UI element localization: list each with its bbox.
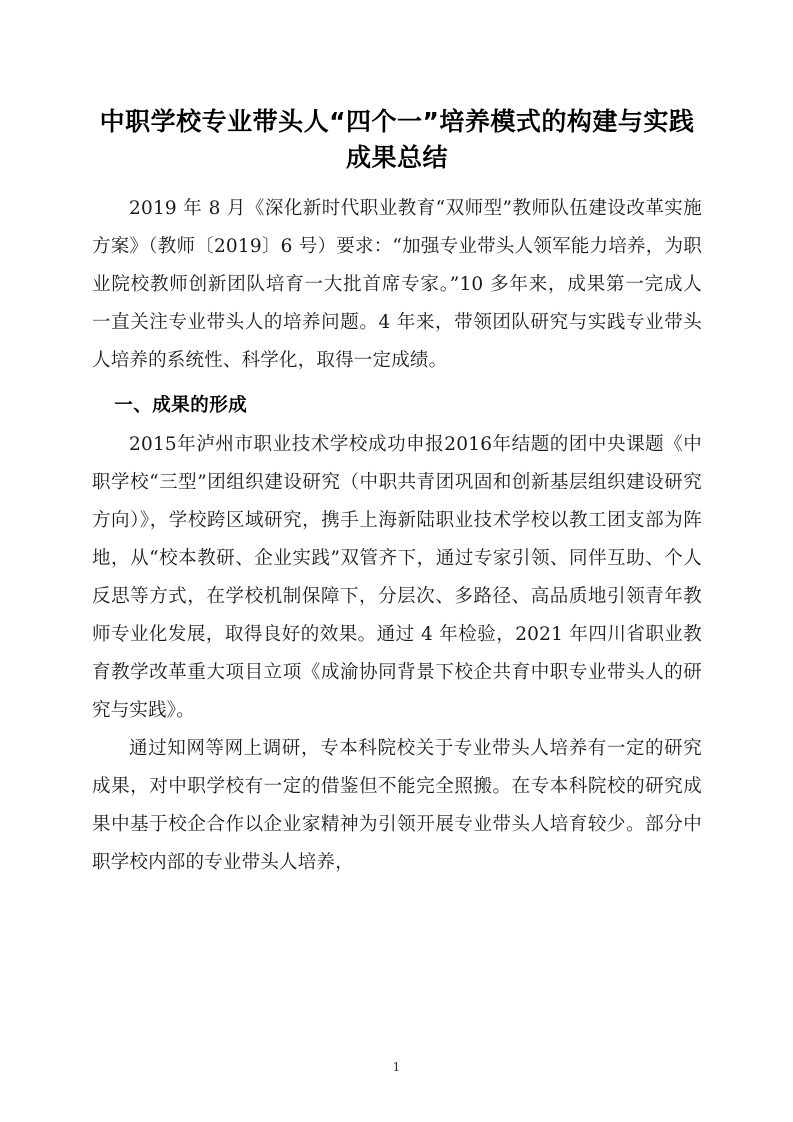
intro-paragraph: 2019 年 8 月《深化新时代职业教育“双师型”教师队伍建设改革实施方案》（教师〔2019〕6 号）要求：“加强专业带头人领军能力培养，为职业院校教师创新团队培育一大批首席专家。”10 多年来，成果第一完成人一直关注专业带头人的培养问题。4 年来，带领团队研究与实践专业带头人培养的系统性、科学化，取得一定成绩。 <box>92 198 702 371</box>
document-body <box>92 104 702 882</box>
page-title: 中职学校专业带头人“四个一”培养模式的构建与实践成果总结 <box>99 107 695 172</box>
section-heading-one: 一、成果的形成 <box>114 395 248 416</box>
section-paragraph-2: 通过知网等网上调研，专本科院校关于专业带头人培养有一定的研究成果，对中职学校有一定的借鉴但不能完全照搬。在专本科院校的研究成果中基于校企合作以企业家精神为引领开展专业带头人培育较少。部分中职学校内部的专业带头人培养， <box>92 738 702 873</box>
page-number: 1 <box>392 1060 401 1074</box>
section-paragraph-1: 2015年泸州市职业技术学校成功申报2016年结题的团中央课题《中职学校“三型”团组织建设研究（中职共青团巩固和创新基层组织建设研究方向）》，学校跨区域研究，携手上海新陆职业技术学校以教工团支部为阵地，从“校本教研、企业实践”双管齐下，通过专家引领、同伴互助、个人反思等方式，在学校机制保障下，分层次、多路径、高品质地引领青年教师专业化发展，取得良好的效果。通过 4 年检验，2021 年四川省职业教育教学改革重大项目立项《成渝协同背景下校企共育中职专业带头人的研究与实践》。 <box>92 434 702 721</box>
